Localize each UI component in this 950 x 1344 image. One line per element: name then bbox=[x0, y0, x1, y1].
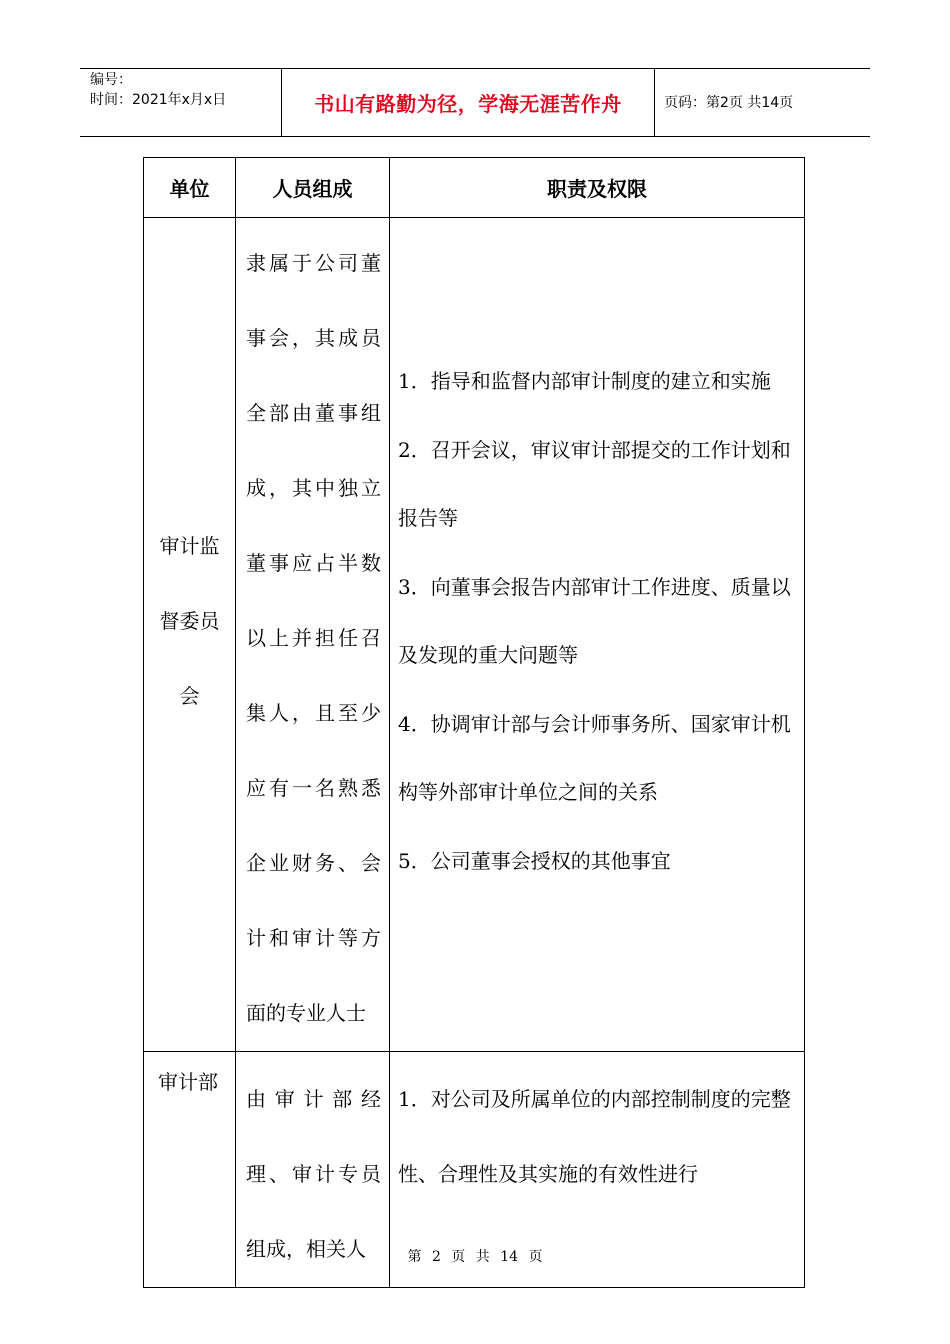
header-divider-right bbox=[654, 69, 655, 136]
duty-item: 1．对公司及所属单位的内部控制制度的完整性、合理性及其实施的有效性进行 bbox=[398, 1087, 791, 1186]
duty-item: 3．向董事会报告内部审计工作进度、质量以及发现的重大问题等 bbox=[398, 574, 791, 667]
duty-item: 2．召开会议，审议审计部提交的工作计划和报告等 bbox=[398, 437, 791, 530]
header-meta bbox=[90, 70, 226, 110]
members-text: 隶属于公司董事会，其成员全部由董事组成，其中独立董事应占半数以上并担任召集人，且至少应有一名熟悉企业财务、会计和审计等方面的专业人士 bbox=[246, 251, 381, 1025]
duty-item: 4．协调审计部与会计师事务所、国家审计机构等外部审计单位之间的关系 bbox=[398, 711, 791, 804]
duties-cell bbox=[390, 218, 805, 1052]
unit-name: 审计监督委员会 bbox=[159, 533, 220, 708]
duty-item: 5．公司董事会授权的其他事宜 bbox=[398, 848, 671, 873]
header-bottom-rule bbox=[80, 136, 870, 137]
responsibility-table bbox=[143, 157, 805, 1288]
header-duties: 职责及权限 bbox=[390, 158, 805, 218]
table-row bbox=[144, 218, 805, 1052]
unit-name: 审计部 bbox=[158, 1070, 218, 1094]
unit-cell bbox=[144, 218, 236, 1052]
header-members: 人员组成 bbox=[236, 158, 390, 218]
header-page-number: 页码：第2页 共14页 bbox=[664, 95, 794, 111]
members-text: 由审计部经理、审计专员组成，相关人 bbox=[246, 1087, 381, 1261]
table-header-row bbox=[144, 158, 805, 218]
header-motto: 书山有路勤为径，学海无涯苦作舟 bbox=[314, 92, 622, 116]
members-cell bbox=[236, 218, 390, 1052]
page-footer: 第 2 页 共 14 页 bbox=[407, 1249, 543, 1265]
serial-number-label: 编号： bbox=[90, 72, 132, 88]
header-unit: 单位 bbox=[144, 158, 236, 218]
duty-item: 1．指导和监督内部审计制度的建立和实施 bbox=[398, 369, 771, 393]
date-label: 时间：2021年x月x日 bbox=[90, 92, 227, 108]
